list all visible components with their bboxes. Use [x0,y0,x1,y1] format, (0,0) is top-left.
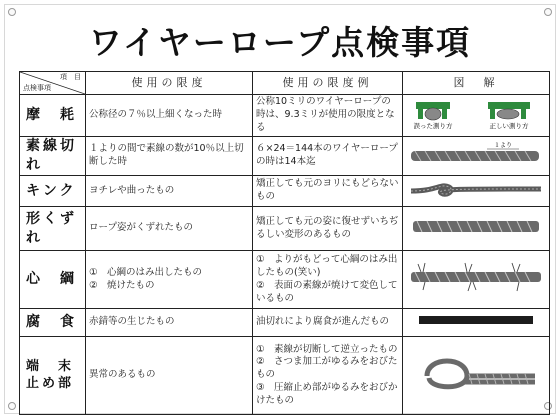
limit-line: ② 焼けたもの [89,279,155,291]
example-line: ② さつま加工がゆるみをおびたもの [256,356,398,381]
example-line: ③ 圧縮止め部がゆるみをおびかけたもの [256,381,398,406]
example-line: ① よりがもどって心綱のはみ出したもの(笑い) [256,254,398,278]
column-header-diagram: 図 解 [403,72,550,95]
example-cell: ６×24＝144本のワイヤーロープの時は14本迄 [253,136,403,175]
example-cell: 公称10ミリのワイヤーロープの時は、9.3ミリが使用の限度となる [253,95,403,137]
kink-illustration [407,177,545,201]
item-cell: キンク [20,175,86,207]
limit-cell: 異常のあるもの [86,337,253,415]
broken-strand-illustration [407,141,545,165]
item-line: 端 末 [26,358,75,374]
column-header-limit: 使用の限度 [86,72,253,95]
example-line: ① 素線が切断して逆立ったもの [256,343,398,355]
item-cell: 心 綱 [20,251,86,309]
table-header-row [20,72,550,95]
terminal-loop-illustration [407,338,545,408]
example-line: ② 表面の素線が焼けて変色しているもの [256,279,398,304]
limit-cell: 公称径の７％以上細くなった時 [86,95,253,137]
table-row [20,309,550,337]
limit-cell: 赤錆等の生じたもの [86,309,253,337]
diagram-cell [403,207,550,251]
table-row [20,95,550,137]
corner-label-check: 点検事項 [23,83,51,92]
deformation-illustration [407,208,545,244]
column-header-example: 使用の限度例 [253,72,403,95]
table-row [20,251,550,309]
mounting-hole [8,402,16,410]
item-cell: 腐 食 [20,309,86,337]
corrosion-illustration [407,310,545,330]
item-cell: 摩 耗 [20,95,86,137]
table-row [20,136,550,175]
example-cell [253,337,403,415]
table-row [20,207,550,251]
caption-one-lay: １より [493,142,513,150]
right-caliper-icon [488,102,530,119]
wrong-caliper-icon [416,102,450,120]
example-cell [253,251,403,309]
item-cell: 素線切れ [20,136,86,175]
mounting-hole [544,8,552,16]
mounting-hole [8,8,16,16]
caption-right: 正しい測り方 [489,122,529,130]
example-cell: 矯正しても元のヨリにもどらないもの [253,175,403,207]
table-row [20,337,550,415]
limit-cell: ヨチレや曲ったもの [86,175,253,207]
limit-cell [86,251,253,309]
limit-cell: １よりの間で素線の数が10％以上切断した時 [86,136,253,175]
core-protrusion-illustration [407,252,545,302]
caption-wrong: 誤った測り方 [413,122,453,130]
diagram-cell [403,251,550,309]
corner-header [20,72,86,95]
inspection-table [19,71,550,415]
diagram-cell [403,309,550,337]
diagram-cell [403,175,550,207]
inspection-sign [4,4,556,414]
diagram-cell [403,337,550,415]
caliper-illustration [406,96,546,130]
limit-line: ① 心綱のはみ出したもの [89,266,203,278]
item-cell [20,337,86,415]
page-title: ワイヤーロープ点検事項 [88,23,472,62]
diagram-cell [403,95,550,137]
example-cell: 油切れにより腐食が進んだもの [253,309,403,337]
table-row [20,175,550,207]
item-cell: 形くずれ [20,207,86,251]
corner-label-item: 項 目 [60,73,81,81]
diagram-cell [403,136,550,175]
item-line: 止め部 [26,375,75,391]
limit-cell: ロープ姿がくずれたもの [86,207,253,251]
example-cell: 矯正しても元の姿に復せずいちぢるしい変形のあるもの [253,207,403,251]
